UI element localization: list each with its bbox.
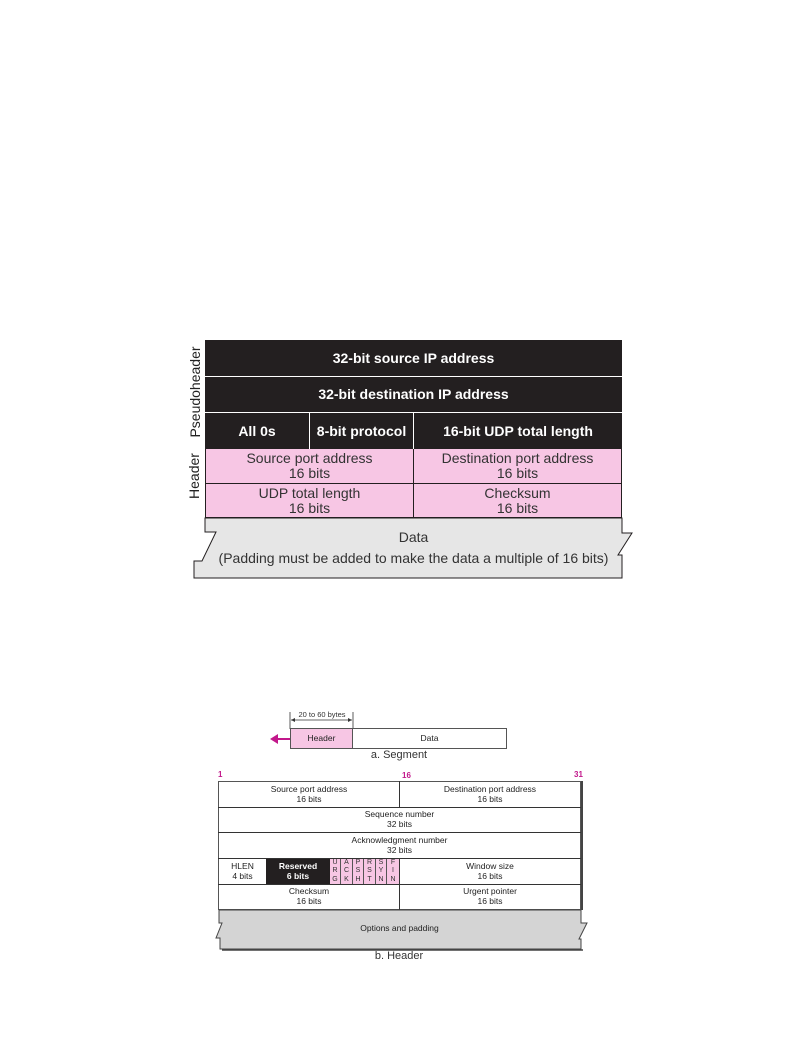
flag-letter: T (367, 875, 372, 883)
tcp-dest-port-bits: 16 bits (477, 793, 503, 804)
segment-header-label: Header (307, 732, 336, 743)
sequence-number-cell (219, 808, 580, 832)
udp-total-length-cell (205, 484, 413, 518)
dest-ip-label: 32-bit destination IP address (318, 386, 509, 403)
tcp-dest-port-cell (400, 782, 580, 807)
udp-checksum-cell (413, 484, 622, 518)
source-port-bits: 16 bits (288, 465, 331, 481)
udp-data-label: Data (398, 529, 429, 546)
hlen-bits: 4 bits (232, 870, 253, 881)
flag-letter: I (392, 867, 394, 875)
dest-port-bits: 16 bits (496, 465, 539, 481)
udp-checksum-bits: 16 bits (496, 499, 539, 516)
tcp-checksum-label: Checksum (288, 886, 330, 897)
segment-header-box (290, 728, 353, 749)
udp-length-pseudo-cell (414, 413, 622, 449)
tcp-source-port-label: Source port address (270, 783, 348, 794)
flag-psh (353, 859, 364, 884)
flag-letter: S (378, 859, 384, 867)
flag-letter: R (366, 859, 373, 867)
zeros-cell (205, 413, 309, 449)
tcp-source-port-cell (219, 782, 399, 807)
sequence-number-bits: 32 bits (386, 819, 413, 829)
flag-letter: N (390, 875, 396, 883)
options-padding-label: Options and padding (360, 923, 439, 934)
hlen-cell (219, 859, 266, 884)
flag-letter: Y (378, 867, 384, 875)
source-ip-label: 32-bit source IP address (332, 349, 495, 366)
direction-arrow-icon (270, 733, 292, 745)
flag-letter: R (332, 867, 338, 875)
bit-marker-last: 31 (574, 770, 583, 779)
size-label: 20 to 60 bytes (298, 710, 346, 719)
flag-letter: G (332, 875, 338, 883)
flag-letter: K (344, 875, 349, 883)
tcp-source-port-bits: 16 bits (296, 793, 322, 804)
segment-data-label: Data (420, 732, 439, 743)
flag-fin (387, 859, 399, 884)
dest-port-cell (413, 449, 622, 484)
tcp-checksum-cell (219, 885, 399, 909)
udp-checksum-label: Checksum (484, 484, 551, 501)
reserved-label: Reserved (278, 860, 318, 871)
flag-letter: N (378, 875, 384, 883)
flag-letter: S (355, 867, 361, 875)
options-padding-area (219, 910, 580, 948)
sequence-number-label: Sequence number (364, 809, 435, 820)
ack-number-bits: 32 bits (386, 844, 413, 855)
bit-marker-middle: 16 (402, 771, 411, 780)
flag-letter: C (343, 867, 350, 875)
flag-ack (341, 859, 353, 884)
hlen-label: HLEN (231, 860, 254, 871)
zeros-label: All 0s (238, 422, 276, 439)
protocol-cell (310, 413, 413, 449)
flag-letter: S (367, 867, 372, 875)
segment-caption: a. Segment (370, 749, 428, 761)
dest-ip-row (205, 377, 622, 412)
flag-letter: P (355, 859, 361, 867)
udp-padding-note: (Padding must be added to make the data a multiple of 16 bits) (218, 550, 609, 566)
flag-letter: U (332, 859, 338, 867)
pseudoheader-side-label: Pseudoheader (187, 346, 203, 438)
window-size-label: Window size (466, 860, 514, 871)
window-size-cell (400, 859, 580, 884)
reserved-cell (266, 859, 330, 884)
reserved-bits: 6 bits (286, 870, 310, 881)
flag-rst (364, 859, 376, 884)
flag-letter: H (355, 875, 361, 883)
tcp-dest-port-label: Destination port address (443, 783, 537, 794)
udp-total-length-label: UDP total length (258, 484, 361, 501)
flag-urg (330, 859, 341, 884)
flag-letter: F (390, 859, 396, 867)
segment-data-box (352, 728, 507, 749)
ack-number-cell (219, 833, 580, 858)
udp-data-area (205, 520, 622, 576)
source-port-label: Source port address (246, 450, 373, 467)
urgent-pointer-bits: 16 bits (477, 896, 503, 906)
source-port-cell (205, 449, 413, 484)
tcp-checksum-bits: 16 bits (296, 896, 322, 906)
flag-syn (376, 859, 387, 884)
source-ip-row (205, 340, 622, 376)
protocol-label: 8-bit protocol (316, 422, 407, 439)
dest-port-label: Destination port address (441, 450, 594, 467)
urgent-pointer-cell (400, 885, 580, 909)
bit-marker-first: 1 (218, 770, 223, 779)
udp-length-pseudo-label: 16-bit UDP total length (443, 422, 593, 439)
urgent-pointer-label: Urgent pointer (463, 886, 517, 897)
udp-total-length-bits: 16 bits (288, 499, 331, 516)
ack-number-label: Acknowledgment number (351, 834, 448, 845)
window-size-bits: 16 bits (477, 870, 503, 881)
header-side-label: Header (186, 453, 202, 499)
flag-letter: A (344, 859, 349, 867)
header-caption: b. Header (374, 950, 424, 962)
